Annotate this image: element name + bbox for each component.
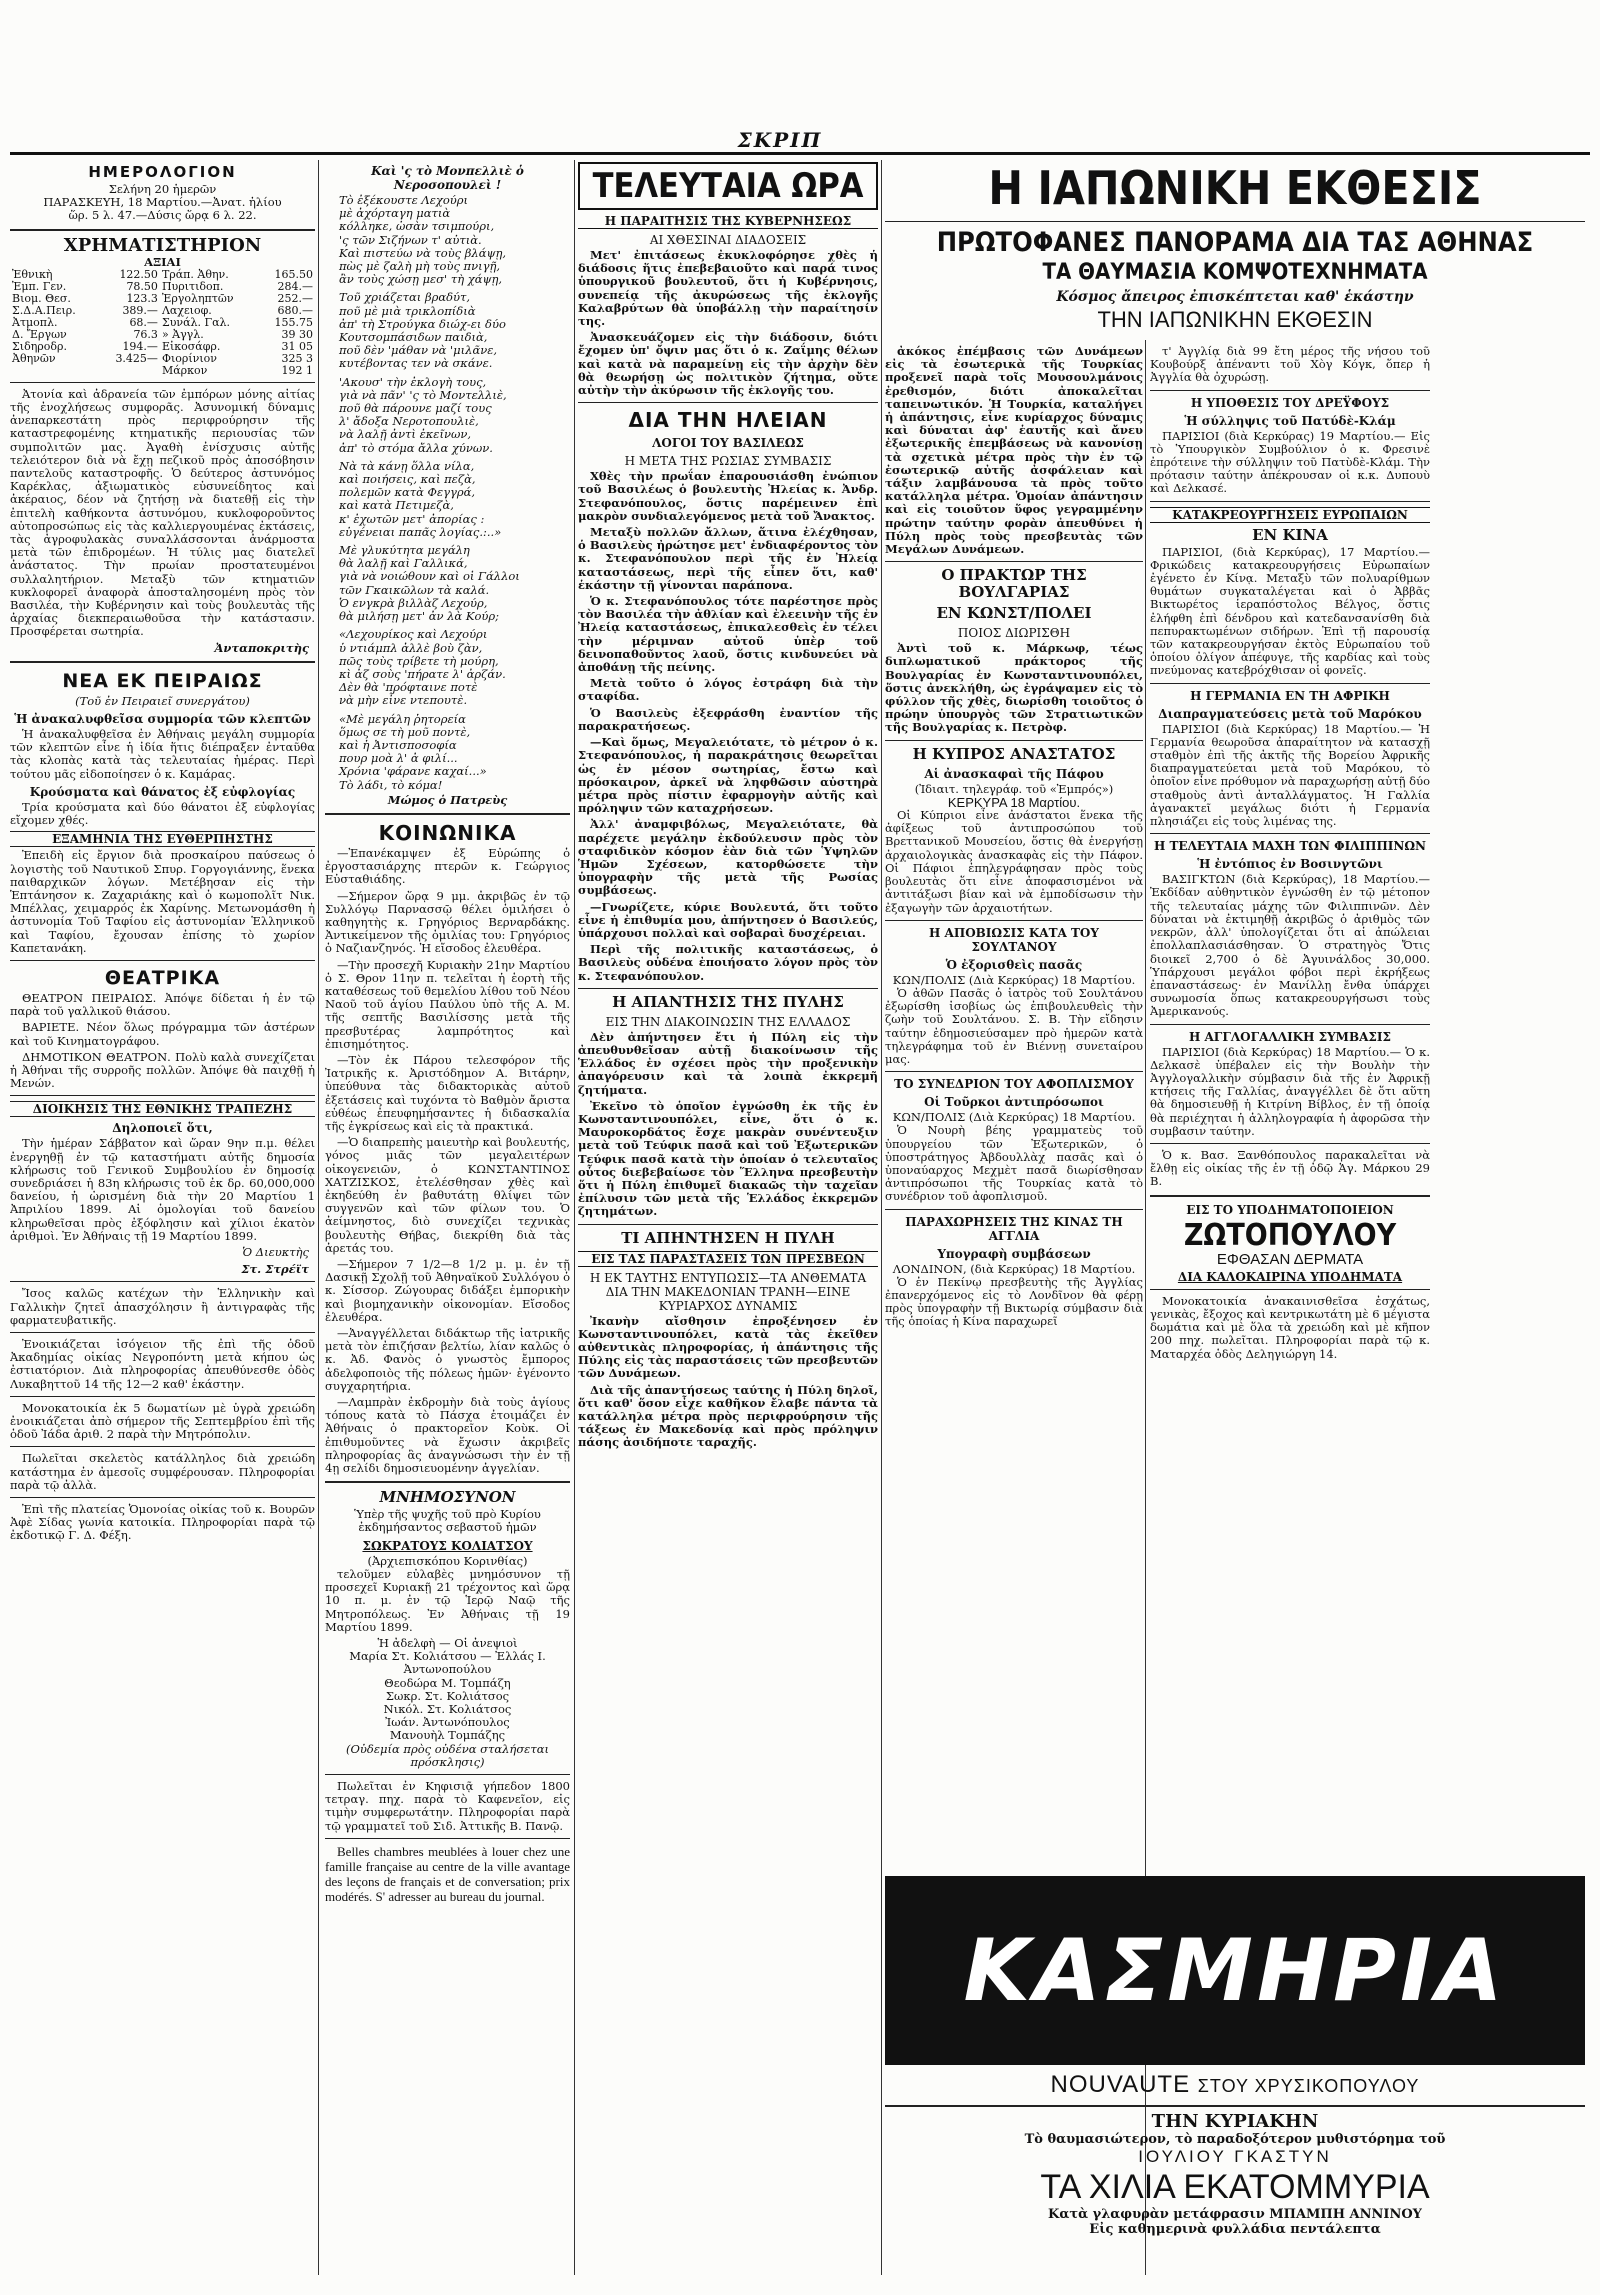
serial-text: Τὸ θαυμασιώτερον, τὸ παραδοξότερον μυθιστόρημα τοῦ (1024, 2132, 1446, 2147)
divider (10, 1095, 315, 1096)
article-paragraph: —Ἐπανέκαμψεν ἐξ Εὐρώπης ὁ ἐργοστασιάρχης πτερῶν κ. Γεώργιος Εὐσταθιάδης. (325, 845, 570, 887)
article-subheadline: Υπογραφὴ συμβάσεων (937, 1246, 1091, 1261)
article-headline: ΔΙΑ ΤΗΝ ΗΛΕΙΑΝ (628, 408, 828, 433)
classified-ad: Ἐπὶ τῆς πλατείας Ὁμονοίας οἰκίας τοῦ κ. Βουρῶν Ἀφὲ Σίδας γωνία κατοικία. Πληροφορίαι παρὰ τῷ ἐκδοτικῷ Γ. Δ. Φέξη. (10, 1502, 315, 1543)
poem-line: νὰ μὴν εἶνε ντεπουτὲ. (339, 693, 468, 708)
banner-text: ΤΗΝ ΙΑΠΩΝΙΚΗΝ ΕΚΘΕΣΙΝ (1097, 307, 1373, 332)
rate-value: 284.— (277, 279, 313, 293)
poem-line: ὅμως σε τὴ μοῦ ποντὲ, (339, 724, 471, 739)
article-headline: Η ΠΑΡΑΙΤΗΣΙΣ ΤΗΣ ΚΥΒΕΡΝΗΣΕΩΣ (578, 214, 878, 229)
poem-line: 'Ακουσ' τὴν ἐκλογὴ τους, (339, 374, 487, 389)
article-headline: Η ΑΓΓΛΟΓΑΛΛΙΚΗ ΣΥΜΒΑΣΙΣ (1188, 1029, 1391, 1044)
serial-author: ΙΟΥΛΙΟΥ ΓΚΑΣΤΥΝ (1138, 2147, 1332, 2166)
memorial-family: Ἰωάν. Ἀντωνόπουλος (385, 1715, 510, 1730)
article-subheadline: Η ΕΚ ΤΑΥΤΗΣ ΕΝΤΥΠΩΣΙΣ—ΤΑ ΑΝΘΕΜΑΤΑ ΔΙΑ ΤΗΝ ΜΑΚΕΔΟΝΙΑΝ ΤΡΑΝΗ—ΕΙΝΕ ΚΥΡΙΑΡΧΟΣ ΔΥΝΑΜΙΣ (589, 1270, 867, 1313)
article-subheadline: Ἡ ἐντόπιος ἐν Βοσινγτῶνι (1197, 857, 1383, 872)
column-3 (578, 160, 878, 2285)
poem-line: νὰ λαλῇ ἀντὶ ἐκεῖνων, (339, 427, 471, 442)
article-paragraph: Διὰ τῆς ἀπαντήσεως ταύτης ἡ Πύλη δηλοῖ, ὅτι καθ' ὅσον εἶχε καθῆκον ἔλαβε πάντα τὰ κατάλληλα μέτρα πρὸς περιφρούρησιν τῆς τάξεως ἐν Μακεδονίᾳ καὶ πρὸς πρόληψιν πάσης ἀσιδήποτε ταραχῆς. (578, 1382, 878, 1450)
poem-line: καὶ ποιήσεις, καὶ πεζὰ, (339, 472, 476, 487)
calendar-title: ΗΜΕΡΟΛΟΓΙΟΝ (88, 163, 237, 181)
signature: Ἀνταποκριτὴς (214, 640, 309, 655)
poem-line: γιὰ νὰ νοιώθουν καὶ οἱ Γάλλοι (339, 569, 520, 584)
article-paragraph: ἀκόκος ἐπέμβασις τῶν Δυνάμεων εἰς τὰ ἐσωτερικὰ τῆς Τουρκίας προξενεῖ παρὰ τοῖς Μουσουλμάνοις ἐρεθισμόν, διότι ἀποκαλεῖται ταπεινωτικόν. Ἡ Τουρκία, καταλήγει ἡ ἀπάντησις, εἶνε κυρίαρχος δύναμις καὶ δύναται ἀφ' ἑαυτῆς καὶ ἄνευ ἐξωτερικῆς ἐπεμβάσεως νὰ κανονίσῃ τὰ σχετικὰ μέτρα πρὸς τὴν ἐν τῷ ἐσωτερικῷ αὐτῆς ἀσφάλειαν καὶ τάξιν λαμβάνουσα τὰ πρὸς τοῦτο κατάλληλα μέτρα. Ὁμοίαν ἀπάντησιν καὶ εἰς τοιοῦτον ὕφος γεγραμμένην πρώτην ταύτην φορὰν ἀπευθύνει ἡ Πύλη πρὸς τοὺς πρεσβευτὰς τῶν Μεγάλων Δυνάμεων. (885, 345, 1143, 557)
kashmir-box (885, 1876, 1585, 2065)
table-row (10, 293, 315, 305)
table-row (10, 317, 315, 329)
article-subheadline: Αἱ ἀνασκαφαὶ τῆς Πάφου (924, 766, 1104, 781)
memorial-family: Ἡ ἀδελφὴ — Οἱ ἀνεψιοὶ (377, 1635, 518, 1650)
article-headline: Κρούσματα καὶ θάνατος ἐξ εὐφλογίας (29, 784, 296, 799)
poem-line: κὶ ἀζ σοὺς 'πήρατε λ' ἀρζάν. (339, 666, 506, 681)
rate-value (99, 365, 160, 377)
article-paragraph: Ἀτονία καὶ ἀδρανεία τῶν ἐμπόρων μόνης αἰτίας τῆς ἐνοχλήσεως συμφορᾶς. Ἀσυνομική δύναμις ἀνεπαρκεστάτη πρὸς περιφρούρησιν τῆς καταστρεφομένης κτηματικῆς περιουσίας τῶν συμπολιτῶν μας. Ἀγαθὴ ἐνίσχυσις αὐτῆς τελειότερον διὰ νὰ ἔχῃ πεζικοῦ πρὸς ἀποσόβησιν παντελοῦς καταστροφῆς. Ὁ δεύτερος ἀστυνόμος Καρέκλας, ἀξιωματικὸς εὐσυνείδητος καὶ ἀκέραιος, δέον νὰ ζητήσῃ νὰ διατεθῇ εἰς τὴν ἐπιτελὴ καθήκοντα ἀστυνόμου, κυκλοφοροῦντος αὐτοπροσώπως εἰς τὰς καλλιεργουμένας ἐκτάσεις, τὰς ἀγροφυλακὰς συναλλάσσονται ἀνάρμοστα μετὰ τῶν ἐπιδρομέων. Ἡ τύλις μας διατελεῖ ἀνάστατος. Τὴν πρωίαν προστατευμένοι συλλαλητήριον. Μεταξὺ τῶν κτηματιῶν κυκλοφορεῖ ἀναφορὰ ἀποσταλησομένη πρὸς τὸν Βασιλέα, τὴν Κυβέρνησιν καὶ τοὺς βουλευτὰς τῆς ἀρχαίας διεκπεραιωθοῦσα τὴν κατάστασιν. Προσφέρεται σωτηρία. (10, 386, 315, 639)
poem-line: ἂν τοὺς χώσῃ μεσ' τὴ χάψῃ, (339, 272, 503, 287)
divider (578, 988, 878, 989)
rate-label: Ἀτμοπλ. (12, 315, 58, 329)
article-paragraph: τ' Ἀγγλίᾳ διὰ 99 ἔτη μέρος τῆς νήσου τοῦ Κουβούρξ ἀπέναντι τοῦ Χὸγ Κόγκ, ὅπερ ἡ Ἀγγλία θὰ ὀχυρώσῃ. (1150, 345, 1430, 385)
rate-value: 31 05 (281, 339, 313, 353)
article-paragraph: Μετ' ἐπιτάσεως ἐκυκλοφόρησε χθὲς ἡ διάδοσις ἥτις ἐπεβεβαιοῦτο καὶ παρά τινος ὑπουργικοῦ βουλευτοῦ, ὅτι ἡ Κυβέρνησις, συνεπείᾳ τῆς ἀκυρώσεως τῆς ἐκλογῆς Καλαβρύτων θὰ ὑποβάλλῃ τὴν παραίτησίν της. (578, 248, 878, 329)
article-subheadline: ΕΙΣ ΤΗΝ ΔΙΑΚΟΙΝΩΣΙΝ ΤΗΣ ΕΛΛΑΔΟΣ (605, 1014, 851, 1029)
poem-line: ἀπ' τὸ στόμα ἄλλα χύνων. (339, 440, 493, 455)
divider (325, 1774, 570, 1775)
rate-value: 39 30 (281, 327, 313, 341)
notice-subtitle: Δηλοποιεῖ ὅτι, (112, 1121, 213, 1136)
article-headline: Ἡ ἀνακαλυφθεῖσα συμμορία τῶν κλεπτῶν (14, 712, 311, 727)
rate-label: Δ. Ἔργων (12, 327, 67, 341)
poem-line: Δὲν θὰ 'πρόφταινε ποτὲ (339, 680, 478, 695)
poem-line: ποῦ μὲ μιὰ τρικλοπίδιὰ (339, 303, 476, 318)
divider (578, 1224, 878, 1225)
exhibition-banner (885, 160, 1585, 360)
poem-line: θὰ λαλῇ καὶ Γαλλικά, (339, 556, 468, 571)
poem-line: κυτέβοντας τεν νὰ σκάνε. (339, 356, 493, 371)
divider (10, 1396, 315, 1397)
divider (325, 1481, 570, 1483)
dateline: ΚΩΝ/ΠΟΛΙΣ (Διὰ Κερκύρας) 18 Μαρτίου. (892, 972, 1136, 987)
rate-value: 3.425— (115, 351, 158, 365)
rate-label: Ἐθνικὴ (12, 267, 53, 281)
banner-text: Κόσμος ἄπειρος ἐπισκέπτεται καθ' ἑκάστην (1056, 289, 1414, 305)
divider (885, 221, 1585, 222)
table-row (10, 341, 315, 353)
rate-label: Τράπ. Ἀθην. (161, 267, 229, 281)
article-paragraph: Δὲν ἀπήντησεν ἔτι ἡ Πύλη εἰς τὴν ἀπευθυνθεῖσαν αὐτῇ διακοίνωσιν τῆς Ἑλλάδος ἐν σχέσει πρὸς τὴν προξενικὴν ἀπαγόρευσιν καὶ τὰ λοιπὰ ἐκκρεμῆ ζητήματα. (578, 1029, 878, 1097)
article-paragraph: ΒΑΣΙΓΚΤΩΝ (διὰ Κερκύρας), 18 Μαρτίου.— Ἐκδίδαν αὐθηντικὸν ἐγνώσθη ἐν τῷ μέτοπον τῆς τελευταίας μάχης τῶν Φιλιππινῶν. Δὲν δύναται νὰ ἐκτιμηθῇ ἀκριβῶς ὁ ἀριθμὸς τῶν νεκρῶν, ἀλλ' ὑπολογίζεται ὅτι αἱ ἀπώλειαι ἐπολλαπλασιάσθησαν. Ὁ στρατηγὸς Ὄτις διοικεῖ 2,700 ὁ δὲ Ἀγυινάλδος 30,000. Ὑπάρχουσι μεγάλοι φόβοι περὶ ἐκρήξεως ἐπαναστάσεως· ἐν Μανίλλῃ ἔνθα ὑπάρχει συνωμοσία ὅπως κατακρεουργήσωσι τοὺς Ἀμερικανούς. (1150, 872, 1430, 1019)
memorial-text: Ὑπὲρ τῆς ψυχῆς τοῦ πρὸ Κυρίου ἐκδημήσαντος σεβαστοῦ ἡμῶν (354, 1507, 541, 1535)
memorial-family: Σωκρ. Στ. Κολιάτσος (385, 1688, 510, 1703)
article-paragraph: Ἰκανὴν αἴσθησιν ἐπροξένησεν ἐν Κωνσταντινουπόλει, κατὰ τὰς ἐκεῖθεν αὐθεντικὰς πληροφορίας, ἡ ἀπάντησις τῆς Πύλης εἰς τὰς παραστάσεις τῶν πρεσβευτῶν τῶν Δυνάμεων. (578, 1313, 878, 1381)
dateline: ΚΕΡΚΥΡΑ 18 Μαρτίου. (947, 794, 1081, 810)
rate-label: Πυριτιδοπ. (161, 279, 224, 293)
calendar-line: ὥρ. 5 λ. 47.—Δύσις ὥρᾳ 6 λ. 22. (68, 208, 257, 223)
column-2 (325, 160, 570, 2285)
poem-line: «Λεχουρίκος καὶ Λεχούρι (339, 627, 488, 642)
table-row (10, 281, 315, 293)
poem-line: λ' ἄδοξα Νεροτοπουλιὲ, (339, 414, 479, 429)
article-paragraph: Μεταξὺ πολλῶν ἄλλων, ἅτινα ἐλέχθησαν, ὁ Βασιλεὺς ἠρώτησε μετ' ἐνδιαφέροντος τὸν κ. Στεφανόπουλον περὶ τῆς ἐν Ἠλείᾳ καταστάσεως, περὶ τῆς εἶπεν ὅτι, καθ' ἑκάστην τῇ γίνονται παράπονα. (578, 525, 878, 592)
section-subtitle: (Τοῦ ἐν Πειραιεῖ συνεργάτου) (75, 693, 250, 708)
rate-label: Μάρκον (161, 363, 208, 377)
article-paragraph: —Σήμερον 7 1/2—8 1/2 μ. μ. ἐν τῇ Δασικῇ Σχολῇ τοῦ Ἀθηναϊκοῦ Συλλόγου ὁ κ. Σίσσορ. Ζώγουρας διδάξει ἐμπορικὴν καὶ βιομηχανικὴν οἰκονομίαν. Εἴσοδος ἐλευθέρα. (325, 1257, 570, 1324)
article-paragraph: Οἱ Κύπριοι εἶνε ἀνάστατοι ἕνεκα τῆς ἀφίξεως τοῦ ἀντιπροσώπου τοῦ Βρεττανικοῦ Μουσείου, ὅστις θὰ ἐνεργήσῃ ἀρχαιολογικὰς ἀνασκαφὰς εἰς τὴν Πάφον. Οἱ Πάφιοι ἐπηλεγράφησαν πρὸς τοὺς βουλευτὰς ὅτι εἶνε ἀποφασισμένοι νὰ ἀντιτάξωσι βίαν καὶ νὰ ἐμποδίσωσιν τὴν ἐξαγωγὴν τῶν ἀρχαιοτήτων. (885, 808, 1143, 915)
article-headline: Η ΓΕΡΜΑΝΙΑ ΕΝ ΤΗ ΑΦΡΙΚΗ (1190, 688, 1390, 703)
article-paragraph: ΒΑΡΙΕΤΕ. Νέον ὅλως πρόγραμμα τῶν ἀστέρων καὶ τοῦ Κινηματογράφου. (10, 1020, 315, 1048)
article-headline: ΕΞΑΜΗΝΙΑ ΤΗΣ ΕΥΘΕΡΠΗΣΤΗΣ (10, 831, 315, 847)
section-title: ΚΟΙΝΩΝΙΚΑ (378, 820, 517, 845)
memorial-family: Θεοδώρα Μ. Τομπάζη (384, 1675, 511, 1690)
article-subheadline: Ἡ σύλληψις τοῦ Πατύδὲ-Κλάμ (1184, 413, 1396, 428)
rate-value: 155.75 (274, 315, 313, 329)
poem-title: Καὶ 'ς τὸ Μονπελλιὲ ὁ Νεροσοπουλεὶ ! (371, 164, 524, 192)
article-paragraph: ΠΑΡΙΣΙΟΙ (διὰ Κερκύρας) 18 Μαρτίου.— Ὁ κ. Δελκασὲ ὑπέβαλεν εἰς τὴν Βουλὴν τὴν Ἀγγλογαλλικὴν σύμβασιν διὰ τῆς ἐν Ἀφρικῇ κτήσεις τῆς Γαλλίας, ἀναγγέλλει δὲ ὅτι αὕτη θὰ δημοσιευθῇ ἡ Κιτρίνη Βίβλος, ἐν τῇ ὁποίᾳ θὰ περιέχηται ἡ ἀλληλογραφία ἡ ἀφορῶσα τὴν συμβασιν ταύτην. (1150, 1044, 1430, 1138)
poem-line: Καὶ πιστεύω νὰ τοὺς βλάψῃ, (339, 245, 507, 260)
article-subheadline: ΛΟΓΟΙ ΤΟΥ ΒΑΣΙΛΕΩΣ (652, 436, 804, 451)
column-5-body (1150, 345, 1430, 1361)
article-subheadline: ΕΙΣ ΤΑΣ ΠΑΡΑΣΤΑΣΕΙΣ ΤΩΝ ΠΡΕΣΒΕΩΝ (578, 1251, 878, 1267)
article-paragraph: Ἀνασκευάζομεν εἰς τὴν διάδοσιν, διότι ἔχομεν ὑπ' ὄψιν μας ὅτι ὁ κ. Ζαΐμης θέλων καὶ κατὰ νὰ παραμείνῃ εἰς τὴν ἀρχὴν δὲν θὰ θεωρήσῃ ὡς πολιτικὸν ζήτημα, οὔτε αὐτὴν τὴν ἀκύρωσιν τῆς ἐκλογῆς του. (578, 330, 878, 398)
article-headline: ΠΑΡΑΧΩΡΗΣΕΙΣ ΤΗΣ ΚΙΝΑΣ ΤΗ ΑΓΓΛΙΑ (905, 1214, 1123, 1243)
divider (1150, 1143, 1430, 1144)
divider (1150, 1289, 1430, 1290)
divider (10, 1497, 315, 1498)
divider (1150, 1024, 1430, 1025)
poem-line: Νὰ τὰ κάνῃ ὅλλα νίλα, (339, 458, 475, 473)
column-1 (10, 160, 315, 2285)
banner-subtitle: ΤΑ ΘΑΥΜΑΣΙΑ ΚΟΜΨΟΤΕΧΝΗΜΑΤΑ (1042, 260, 1428, 285)
banner-title: Η ΙΑΠΩΝΙΚΗ ΕΚΘΕΣΙΣ (988, 161, 1482, 215)
divider (1150, 683, 1430, 684)
exchange-title: ΧΡΗΜΑΤΙΣΤΗΡΙΟΝ (63, 234, 262, 256)
rate-label: » Ἀγγλ. (161, 327, 204, 341)
signature: Στ. Στρέϊτ (241, 1262, 309, 1277)
article-paragraph: —Τὸν ἐκ Πάρου τελεσφόρον τῆς Ἰατρικῆς κ. Ἀριστόδημον Α. Βιτάρην, ὑπεύθυνα τὰς διδακτορικὰς αὐτοῦ ἐξετάσεις καὶ τυχόντα τὸ Βαθμὸν ἄριστα εὐθέως ἐπευφημήσαντες ἡ διδασκαλία τῆς ἐγκρίσεως καὶ εἰς τὰ πρακτικά. (325, 1052, 570, 1133)
rate-label: Σ.Δ.Α.Πειρ. (12, 303, 76, 317)
divider (325, 813, 570, 815)
article-paragraph: —Καὶ ὅμως, Μεγαλειότατε, τὸ μέτρον ὁ κ. Στεφανόπουλος, ἡ παρακράτησις θεωρεῖται ὡς ἐν μέσον σωτηρίας, ἔστω καὶ πρόσκαιρον, ἀρκεῖ νὰ ληφθῶσιν αὐστηρὰ μέτρα πρὸς πίστιν ἐφαρμογὴν αὐτῆς καὶ πρόληψιν τῶν καταχρήσεων. (578, 735, 878, 816)
classified-ad: Ἐνοικιάζεται ἰσόγειον τῆς ἐπὶ τῆς ὁδοῦ Ἀκαδημίας οἰκίας Νεγροπόντη μετὰ κήπου ὡς ἐστιατόριον. Διὰ πληροφορίας ἀπευθύνεσθε ὁδὸς Λυκαβηττοῦ 14 τῆς 12—2 καθ' ἑκάστην. (10, 1336, 315, 1391)
article-headline: Ο ΠΡΑΚΤΩΡ ΤΗΣ ΒΟΥΛΓΑΡΙΑΣ (941, 566, 1087, 602)
article-paragraph: —Ἀναγγέλλεται διδάκτωρ τῆς ἰατρικῆς μετὰ τὸν ἐπιζήσαν βελτίω, λίαν καλῶς ὁ κ. Ἀδ. Φανὸς ὁ γνωστὸς ἔμπορος ἀδελφοποιὸς τῆς πόλεως ἡμῶν· ἐγένοντο συγχαρητήρια. (325, 1326, 570, 1393)
article-paragraph: ΠΑΡΙΣΙΟΙ (διὰ Κερκύρας) 18 Μαρτίου.— Ἡ Γερμανία θεωροῦσα ἀπαραίτητον νὰ κατασχῇ σταθμὸν ἐπὶ τῆς ἀκτῆς τῆς Βορείου Ἀφρικῆς διαπραγματεύεται μετὰ τοῦ Μαρόκου, τὸ ὁποῖον εἶνε πρόθυμον νὰ παραχωρήσῃ αὐτῇ δύο σταθμοὺς ἀντὶ ἀνταλλάγματος. Ἡ Γαλλία ἀγανακτεῖ μεγάλως διότι ἡ Γερμανία πλησιάζει εἰς τοὺς λιμένας της. (1150, 721, 1430, 829)
divider (885, 1071, 1143, 1072)
rate-label: Συνάλ. Γαλ. (161, 315, 231, 329)
divider (10, 382, 315, 383)
rate-value: 194.— (122, 339, 158, 353)
divider (10, 229, 315, 231)
divider (885, 1209, 1143, 1210)
poem-line: ποῦ δὲν 'μάθαν νὰ 'μιλᾶνε, (339, 343, 498, 358)
rate-label: Βιομ. Θεσ. (12, 291, 71, 305)
article-paragraph: Ἐπειδὴ εἰς ἔργιον διὰ προσκαίρου παύσεως ὁ λογιστὴς τοῦ Ναυτικοῦ Σπυρ. Γοργογιάννης, ἕνεκα παιθαρχικῶν λόγων. Μετέβησαν εἰς τὴν Ἑπτάνησον κ. Ζαχαριάκης καὶ ὁ κωμοπολῖτ Νικ. Μπέλλας, χειμαρρός ἐκ Χαρίνης. Μετωνομάσθη ἡ ἀστυνομία Τοῦ Ταφίου εἰς ἀστυνομίαν Ἑλληνικοῦ καὶ Ταφίου, ἔχουσαν ἐπίσης τὸ χωρίον Καπετανάκη. (10, 848, 315, 955)
kashmir-ad (885, 1870, 1585, 2285)
masthead: ΣΚΡΙΠ (737, 128, 823, 152)
article-headline: Η ΑΠΑΝΤΗΣΙΣ ΤΗΣ ΠΥΛΗΣ (612, 992, 844, 1011)
classified-ad: Ὁ κ. Βασ. Ξανθόπουλος παρακαλεῖται νὰ ἔλθῃ εἰς οἰκίας τῆς ἐν τῇ ὁδῷ Ἁγ. Μάρκου 29 Β. (1150, 1147, 1430, 1189)
calendar-line: ΠΑΡΑΣΚΕΥΗ, 18 Μαρτίου.—Ἀνατ. ἡλίου (43, 195, 282, 210)
ad-subtitle-greek: ΣΤΟΥ ΧΡΥΣΙΚΟΠΟΥΛΟΥ (1197, 2076, 1420, 2096)
rate-value: 680.— (277, 303, 313, 317)
divider (325, 1838, 570, 1839)
rate-value: 68.— (129, 315, 158, 329)
article-paragraph: Ὁ ἀθῶν Πασᾶς ὁ ἰατρὸς τοῦ Σουλτάνου ἐξωρίσθη ἰσοβίως ὡς ἐπιβουλευθεὶς τὴν ζωὴν τοῦ Σουλτάνου. Σ. Β. Τὴν εἴδησιν ταύτην ἐδημοσιεύσαμεν πρὸ ἡμερῶν κατὰ τηλεγράφημα τοῦ ἐν Βιέννῃ συνεταίρου μας. (885, 985, 1143, 1066)
poem-line: Τὸ ἐξέκουστε Λεχούρι (339, 193, 469, 207)
table-row (10, 305, 315, 317)
article-subheadline: Διαπραγματεύσεις μετὰ τοῦ Μαρόκου (1158, 706, 1422, 721)
article-paragraph: Ὁ κ. Στεφανόπουλος τότε παρέστησε πρὸς τὸν Βασιλέα τὴν ἀθλίαν καὶ ἐλεεινὴν τῆς ἐν Ἠλείᾳ καταστάσεως, ἐπικαλεσθεὶς ἐν τέλει τὴν μέριμναν αὐτοῦ ὑπὲρ τοῦ δεινοπαθοῦντος λαοῦ, ὅστις κινδυνεύει νὰ ἀποθάνῃ τῆς πείνης. (578, 594, 878, 675)
article-paragraph: ΠΑΡΙΣΙΟΙ, (διὰ Κερκύρας), 17 Μαρτίου.— Φρικώδεις κατακρεουργήσεις Εὐρωπαίων ἐγένετο ἐν Κίνᾳ. Μεταξὺ τῶν πολυαρίθμων θυμάτων συγκαταλέγεται καὶ ὁ Ἀββᾶς Βικτωρέτος ἱεραπόστολος Βέλγος, ὅστις ἐλήφθη ἐπὶ δένδρου καὶ κατεδανσανίσθη διὰ πεπυρακτωμένων σιδήρων. Ἐπὶ τῇ παρουσίᾳ τῶν κατακρεουργήσαν ἐκτὸς Εὐρωπαίου τοῦ ὁποίου ὀλίγον ἀπέφυγε, τῆς καρδίας καὶ τοὺς πνεύμονας κατεβρόχθισαν οἱ φονεῖς. (1150, 544, 1430, 678)
poem-line: Ὁ ενγκρὰ βιλλὰζ Λεχούρ, (339, 595, 488, 610)
column-divider (318, 160, 319, 2275)
poem-line: ἀπ' τὴ Στρούγκα διώχ-ει δύο (339, 316, 506, 331)
article-paragraph: —Τὴν προσεχῆ Κυριακὴν 21ην Μαρτίου ὁ Σ. Θρον 11ην π. τελεῖται ἡ ἑορτὴ τῆς καταθέσεως τοῦ θεμελίου λίθου τοῦ Νέου Ναοῦ τοῦ ἁγίου Παύλου ὑπὸ τῆς Α. Μ. τῆς σεπτῆς Βασιλίσσης μετὰ τῆς πρεσβυτέρας λαμπρότητος καὶ ἐπισημότητος. (325, 957, 570, 1051)
divider (578, 402, 878, 403)
poem-line: κόλληκε, ὡσὰν τσιμπούρι, (339, 219, 495, 234)
article-subheadline: Οἱ Τοῦρκοι ἀντιπρόσωποι (924, 1095, 1104, 1110)
poem-line: ποῦ θὰ πάρουνε μαζί τους (339, 401, 492, 416)
poem-line: Κουτσομπάσιδων παιδιὰ, (339, 330, 488, 345)
rate-value: 192 1 (281, 363, 313, 377)
column-divider (881, 160, 882, 2275)
poem-line: Τοῦ χριάζεται βραδύτ, (339, 290, 471, 305)
rate-value: 123.3 (126, 291, 158, 305)
ad-text: ΕΦΘΑΣΑΝ ΔΕΡΜΑΤΑ (1216, 1250, 1364, 1268)
poem-line: ὑ ντιάμπλ ἀλλὲ βοὺ ζὰν, (339, 640, 483, 655)
divider (1150, 501, 1430, 502)
article-paragraph: —Γνωρίζετε, κύριε Βουλευτά, ὅτι τοῦτο εἶνε ἡ ἐπιθυμία μου, ἀπήντησεν ὁ Βασιλεύς, ὑπάρχουσι πολλαὶ καὶ σοβαραὶ δυσχέρειαι. (578, 899, 878, 940)
table-row (10, 353, 315, 365)
article-paragraph: Μετὰ τοῦτο ὁ λόγος ἐστράφη διὰ τὴν σταφίδα. (578, 676, 878, 704)
rate-value: 165.50 (274, 267, 313, 281)
poem (325, 194, 570, 792)
divider (885, 561, 1143, 562)
memorial-subtitle: (Ἀρχιεπισκόπου Κορινθίας) (367, 1553, 528, 1568)
article-subheadline: ΠΟΙΟΣ ΔΙΩΡΙΣΘΗ (957, 626, 1071, 641)
memorial-family: Μαρία Στ. Κολιάτσου — Ἐλλάς Ι. Ἀντωνοπούλου (349, 1649, 546, 1677)
article-paragraph: —Ὁ διαπρεπὴς μαιευτὴρ καὶ βουλευτής, γόνος μιᾶς τῶν μεγαλειτέρων οἰκογενειῶν, ὁ ΚΩΝΣΤΑΝΤΙΝΟΣ ΧΑΤΖΙΣΚΟΣ, ἐτελέσθησαν χθὲς καὶ ἐκηδεύθη ἐν βαθυτάτῃ θλίψει τῶν συγγενῶν καὶ τῶν φίλων του. Ὁ ἀείμνηστος, διὸ συνεχίζει τεχνικὰς βουλευτὴς Θήβας, διεκρίθη διὰ τὰς ἀρετάς του. (325, 1135, 570, 1255)
serial-text: Κατὰ γλαφυρὰν μετάφρασιν ΜΠΑΜΠΗ ΑΝΝΙΝΟΥ (1048, 2207, 1422, 2222)
article-paragraph: Ὁ ἐν Πεκίνῳ πρεσβευτὴς τῆς Ἀγγλίας ἐπανερχόμενος εἰς τὸ Λονδῖνον θὰ φέρῃ πρὸς ὑπογραφὴν τῇ Βικτωρίᾳ σύμβασιν διὰ τῆς ὁποίας ἡ Κίνα παραχωρεῖ (885, 1274, 1143, 1329)
divider (10, 1281, 315, 1282)
article-subheadline: Η ΜΕΤΑ ΤΗΣ ΡΩΣΙΑΣ ΣΥΜΒΑΣΙΣ (624, 454, 832, 469)
poem-signature: Μώμος ὁ Πατρεὺς (387, 792, 508, 807)
ad-headline: ΕΙΣ ΤΟ ΥΠΟΔΗΜΑΤΟΠΟΙΕΙΟΝ (1186, 1202, 1394, 1217)
section-title: ΝΕΑ ΕΚ ΠΕΙΡΑΙΩΣ (62, 669, 263, 692)
rate-label (10, 365, 99, 377)
kashmir-title: ΚΑΣΜΗΡΙΑ (887, 1878, 1583, 2063)
poem-line: 'ς τῶν Σιζήνων τ' αὐτιὰ. (339, 232, 482, 247)
column-divider (574, 160, 575, 2275)
poem-line: πὼς μὲ ζαλὴ μὴ τοὺς πνιγῇ, (339, 259, 501, 274)
poem-line: Τὸ λάδι, τὸ κόμα! (339, 777, 443, 792)
article-subheadline: ΑΙ ΧΘΕΣΙΝΑΙ ΔΙΑΔΟΣΕΙΣ (649, 233, 807, 247)
classified-ad: Ἴσος καλῶς κατέχων τὴν Ἑλληνικὴν καὶ Γαλλικὴν ζητεῖ ἀπασχόλησιν ἢ ἀντιγραφὰς τῆς φαρματευβατικῆς. (10, 1286, 315, 1327)
article-headline: ΤΙ ΑΠΗΝΤΗΣΕΝ Η ΠΥΛΗ (621, 1228, 835, 1247)
exchange-subtitle: ΑΞΙΑΙ (144, 254, 181, 269)
divider (10, 661, 315, 663)
article-paragraph: ΔΗΜΟΤΙΚΟΝ ΘΕΑΤΡΟΝ. Πολὺ καλὰ συνεχίζεται ἡ Ἀθήναι τῆς συρροῆς πολλῶν. Ἀπόψε θὰ παιχθῇ ἡ Μενών. (10, 1049, 315, 1091)
article-paragraph: —Σήμερον ὥρᾳ 9 μμ. ἀκριβῶς ἐν τῷ Συλλόγῳ Παρνασσῷ θέλει ὁμιλήσει ὁ καθηγητὴς κ. Γρηγόριος Βερναρδάκης. Ἀντικείμενον τῆς ὁμιλίας του: Γρηγόριος ὁ Ναζιανζηνός. Ἡ εἴσοδος ἐλευθέρα. (325, 888, 570, 956)
rate-label: Ἐργοληπτῶν (161, 291, 234, 305)
divider (10, 1332, 315, 1333)
divider (1150, 390, 1430, 391)
poem-line: «Μὲ μεγάλη ῥητορεία (339, 711, 466, 726)
notice-headline: ΔΙΟΙΚΗΣΙΣ ΤΗΣ ΕΘΝΙΚΗΣ ΤΡΑΠΕΖΗΣ (10, 1101, 315, 1117)
section-title: ΘΕΑΤΡΙΚΑ (104, 966, 221, 989)
dateline: ΚΩΝ/ΠΟΛΙΣ (Διὰ Κερκύρας) 18 Μαρτίου. (892, 1110, 1136, 1125)
poem-line: γιὰ νὰ πᾶν' 'ς τὸ Μοντελλιὲ, (339, 387, 507, 402)
rate-value: 76.3 (133, 327, 158, 341)
section-title: ΤΕΛΕΥΤΑΙΑ ΩΡΑ (578, 162, 878, 210)
poem-line: πῶς τοὺς τρίβετε τὴ μούρη, (339, 653, 499, 668)
article-paragraph: ΘΕΑΤΡΟΝ ΠΕΙΡΑΙΩΣ. Ἀπόψε δίδεται ἡ ἐν τῷ παρὰ τοῦ γαλλικοῦ θιάσου. (10, 990, 315, 1019)
article-paragraph: Ὁ Βασιλεὺς ἐξεφράσθη ἐναντίον τῆς παρακρατήσεως. (578, 705, 878, 733)
rate-label: Φιορίνιον (161, 351, 217, 365)
poem-line: Μὲ γλυκύτητα μεγάλη (339, 543, 470, 558)
article-paragraph: Ἐκεῖνο τὸ ὁποῖον ἐγνώσθη ἐκ τῆς ἐν Κωνσταντινουπόλει, εἶνε, ὅτι ὁ κ. Μαυροκορδάτος ἔσχε μακρὰν συνέντευξιν μετὰ τοῦ Τεύφικ πασᾶ καὶ τοῦ Ἐξωτερικῶν Τεύφικ πασᾶ κατὰ τὴν ὁποίαν ὁ τελευταῖος οὗτος διεβεβαίωσε τὸν Ἕλληνα πρεσβευτὴν ὅτι ἡ Πύλη ἐπιθυμεῖ διακαῶς τὴν ταχεῖαν ἐπίλυσιν τῶν μετὰ τῆς Ἑλλάδος ἐκκρεμῶν ζητημάτων. (578, 1098, 878, 1219)
ad-subtitle-latin: NOUVAUTE (1050, 2071, 1191, 2098)
classified-ad: Πωλεῖται σκελετὸς κατάλληλος διὰ χρειώδη κατάστημα ἐν ἀμεσοῖς συμφέρουσαν. Πληροφορίαι παρὰ τῷ ἀλλὰ. (10, 1451, 315, 1492)
poem-line: μὲ ἀχόρταγη ματιὰ (339, 206, 451, 221)
poem-line: τῶν Γκαικῶλων τὰ καλά. (339, 582, 490, 597)
divider (885, 920, 1143, 921)
serial-headline: ΤΗΝ ΚΥΡΙΑΚΗΝ (1151, 2111, 1319, 2132)
rate-value: 78.50 (126, 279, 158, 293)
top-rule (10, 152, 1590, 155)
memorial-family: Μανουὴλ Τομπάζης (389, 1728, 506, 1743)
article-headline: Η ΥΠΟΘΕΣΙΣ ΤΟΥ ΔΡΕΫΦΟΥΣ (1190, 395, 1390, 410)
banner-subtitle: ΠΡΩΤΟΦΑΝΕΣ ΠΑΝΟΡΑΜΑ ΔΙΑ ΤΑΣ ΑΘΗΝΑΣ (936, 227, 1534, 258)
article-paragraph: Χθὲς τὴν πρωΐαν ἐπαρουσιάσθη ἐνώπιον τοῦ Βασιλέως ὁ βουλευτὴς Ἠλείας κ. Ἀνδρ. Στεφανόπουλος, ὅστις παρέμεινεν ἐπὶ μακρὸν συνδιαλεγόμενος μετὰ τοῦ Ἄνακτος. (578, 469, 878, 523)
article-headline: Η ΑΠΟΒΙΩΣΙΣ ΚΑΤΑ ΤΟΥ ΣΟΥΛΤΑΝΟΥ (929, 925, 1099, 954)
poem-line: πουρ μοὰ λ' ἀ φιλί... (339, 751, 458, 766)
table-row (10, 329, 315, 341)
memorial-name: ΣΩΚΡΑΤΟΥΣ ΚΟΛΙΑΤΣΟΥ (362, 1538, 533, 1553)
article-paragraph: Ἀντὶ τοῦ κ. Μάρκωφ, τέως διπλωματικοῦ πράκτορος τῆς Βουλγαρίας ἐν Κωνσταντινουπόλει, ὅστις ἀνεκλήθη, ὡς ἐγράψαμεν εἰς τὸ φύλλον τῆς χθὲς, διωρίσθη τοιοῦτος ὁ πρώην ὑπουργὸς τῶν Στρατιωτικῶν τῆς Βουλγαρίας κ. Πετρὸφ. (885, 641, 1143, 735)
classified-ad: Πωλεῖται ἐν Κηφισιᾷ γήπεδον 1800 τετραγ. πηχ. παρὰ τὸ Καφενεῖον, εἰς τιμὴν συμφερωτάτην. Πληροφορίαι παρὰ τῷ γραμματεῖ τοῦ Σιδ. Ἀττικῆς Β. Πανῷ. (325, 1778, 570, 1833)
signature-title: Ὁ Διευκτὴς (242, 1244, 309, 1259)
memorial-note: (Οὐδεμία πρὸς οὐδένα σταλήσεται πρόσκλησις) (346, 1741, 549, 1769)
rate-value: 122.50 (119, 267, 158, 281)
poem-line: καὶ ἡ Ἀντισποσοφία (339, 737, 457, 752)
rate-label: Ἐμπ. Γεν. (12, 279, 67, 293)
article-headline: Η ΚΥΠΡΟΣ ΑΝΑΣΤΑΤΟΣ (912, 744, 1116, 763)
article-subheadline: Ὁ ἐξορισθεὶς πασᾶς (945, 957, 1083, 972)
article-paragraph: Περὶ τῆς πολιτικῆς καταστάσεως, ὁ Βασιλεὺς οὐδένα ἐποιήσατο λόγον πρὸς τὸν κ. Στεφανόπουλον. (578, 942, 878, 983)
article-headline: Η ΤΕΛΕΥΤΑΙΑ ΜΑΧΗ ΤΩΝ ΦΙΛΙΠΠΙΝΩΝ (1153, 839, 1427, 854)
divider (10, 960, 315, 961)
article-paragraph: ΠΑΡΙΣΙΟΙ (διὰ Κερκύρας) 19 Μαρτίου.— Εἰς τὸ Ὑπουργικὸν Συμβούλιον ὁ κ. Φρεσινὲ ἐπρότεινε τὴν σύλληψιν τοῦ Πατὺδὲ-Κλάμ. Τὴν πρότασιν ταύτην ἀπέκρουσαν οἱ κ.κ. Δυπουὺ καὶ Δελκασέ. (1150, 428, 1430, 496)
classified-ad: Μονοκατοικία ἐκ 5 δωματίων μὲ ὑγρὰ χρειώδη ἐνοικιάζεται ἀπὸ σήμερον τῆς Σεπτεμβρίου ἐπὶ τῆς ὁδοῦ Ἰάδα ἀριθ. 2 παρὰ τὴν Μητρόπολιν. (10, 1400, 315, 1442)
divider (885, 2105, 1585, 2107)
memorial-title: ΜΝΗΜΟΣΥΝΟΝ (379, 1488, 516, 1507)
memorial-family: Νικόλ. Στ. Κολιάτσος (383, 1701, 512, 1716)
divider (1150, 833, 1430, 834)
poem-line: θὰ μιλήσῃ μετ' ἀν λὰ Κούρ; (339, 609, 499, 624)
serial-title: ΤΑ ΧΙΛΙΑ ΕΚΑΤΟΜΜΥΡΙΑ (1040, 2168, 1430, 2206)
ad-subtitle (885, 2071, 1585, 2099)
article-paragraph: —Λαμπρὰν ἐκδρομὴν διὰ τοὺς ἁγίους τόπους κατὰ τὸ Πάσχα ἐτοιμάζει ἐν Ἀθήναις ὁ πρακτορεῖον Κοὺκ. Οἱ ἐπιθυμοῦντες νὰ ἔχωσιν ἀκριβεῖς πληροφορίας ἃς ἀναγνώσωσι τὴν ἐν τῇ 4ῃ σελίδι δημοσιευομένην ἀγγελίαν. (325, 1395, 570, 1476)
rate-value: 252.— (277, 291, 313, 305)
classified-ad: Μονοκατοικία ἀνακαινισθεῖσα ἐσχάτως, γενικὰς, ἔξοχος καὶ κεντρικωτάτη μὲ 6 μέγιστα δωμάτια καὶ μὲ ὅλα τὰ χρειώδη καὶ μὲ κῆπον 200 πηχ. πωλεῖται. Πληροφορίαι παρὰ τῷ κ. Ματαρχέα ὁδὸς Δεληγιώργη 14. (1150, 1293, 1431, 1361)
article-headline: ΚΑΤΑΚΡΕΟΥΡΓΗΣΕΙΣ ΕΥΡΩΠΑΙΩΝ (1150, 507, 1430, 523)
poem-line: πολεμῶν κατὰ Φεγγρά, (339, 485, 476, 500)
rate-value: 389.— (122, 303, 158, 317)
rate-label: Λαχειοφ. (161, 303, 212, 317)
poem-line: εὐγένειαι παπᾶς λογίας.:..» (339, 524, 502, 539)
memorial-text: τελοῦμεν εὐλαβὲς μνημόσυνον τῇ προσεχεῖ Κυριακῇ 21 τρέχοντος καὶ ὥρᾳ 10 π. μ. ἐν τῷ Ἱερῷ Ναῷ τῆς Μητροπόλεως. Ἐν Ἀθήναις τῇ 19 Μαρτίου 1899. (325, 1566, 570, 1634)
rate-label: Εἰκοσάφρ. (161, 339, 221, 353)
divider (10, 1446, 315, 1447)
article-paragraph: Ἡ ἀνακαλυφθεῖσα ἐν Ἀθήναις μεγάλη συμμορία τῶν κλεπτῶν εἶνε ἡ ἰδία ἥτις διέπραξεν ἐνταῦθα τὰς κλοπὰς κατὰ τὰς τελευταίας ἡμέρας. Περὶ τούτου μᾶς εἰδοποίησεν ὁ κ. Καμάρας. (10, 727, 315, 781)
notice-paragraph: Τὴν ἡμέραν Σάββατον καὶ ὥραν 9ην π.μ. θέλει ἐνεργηθῇ ἐν τῷ καταστήματι αὐτῆς δημοσία κλήρωσις τοῦ Γενικοῦ Συμβουλίου ἐν δημοσίᾳ συνεδριάσει ἡ 83η κλήρωσις τοῦ ἐκ δρ. 60,000,000 δανείου, ἡ ὡρισμένη διὰ τὴν 20 Μαρτίου 1 Ἀπριλίου 1899. Αἱ ὁμολογίαι τοῦ δανείου κληρωθεῖσαι πρὸς ἐξόφλησιν καὶ χίλιοι ἑκατὸν ἀριθμοὶ. Ἐν Ἀθήναις τῇ 19 Μαρτίου 1899. (10, 1136, 315, 1243)
article-subheadline: (Ἰδιαιτ. τηλεγράφ. τοῦ «Ἐμπρός») (914, 781, 1114, 796)
rates-table (10, 269, 315, 377)
calendar-line: Σελήνη 20 ἡμερῶν (108, 182, 217, 196)
article-paragraph: Ἀλλ' ἀναμφιβόλως, Μεγαλειότατε, θὰ παρέχετε μεγάλην ἐκδούλευσιν πρὸς τὸν σταφιδικὸν κόσμον ἐὰν διὰ τῶν Ὑψηλῶν Ἡμῶν Σχέσεων, κατορθώσετε τὴν ὑπογραφὴν τῆς μετὰ τῆς Ρωσίας συμβάσεως. (578, 817, 878, 898)
rate-label: Ἀθηνῶν (12, 351, 56, 365)
french-ad: Belles chambres meublées à louer chez une famille française au centre de la ville avantage des leçons de français et de conversation; prix modérés. S' adresser au bureau du journal. (325, 1843, 570, 1904)
divider (1150, 1195, 1430, 1197)
ad-text: ΔΙΑ ΚΑΛΟΚΑΙΡΙΝΑ ΥΠΟΔΗΜΑΤΑ (1177, 1269, 1403, 1284)
ad-brand: ΖΩΤΟΠΟΥΛΟΥ (1183, 1217, 1397, 1253)
serial-text: Εἰς καθημερινὰ φυλλάδια πεντάλεπτα (1089, 2222, 1381, 2237)
article-paragraph: Τρία κρούσματα καὶ δύο θάνατοι ἐξ εὐφλογίας εἴχομεν χθές. (10, 799, 315, 828)
table-row (10, 269, 315, 281)
article-headline: ΕΝ ΚΩΝΣΤ/ΠΟΛΕΙ (936, 604, 1092, 623)
rate-value: 325 3 (281, 351, 313, 365)
poem-line: κ' ἐχωτῶν μετ' ἀπορίας : (339, 511, 485, 526)
poem-line: Χρόνια 'φάρανε καχαί...» (339, 764, 487, 779)
poem-line: καὶ κατὰ Πετιμεζὰ, (339, 498, 454, 513)
article-headline: ΤΟ ΣΥΝΕΔΡΙΟΝ ΤΟΥ ΑΦΟΠΛΙΣΜΟΥ (894, 1077, 1134, 1092)
table-row (10, 365, 315, 377)
rate-label: Σιδηροδρ. (12, 339, 67, 353)
divider (885, 740, 1143, 741)
dateline: ΛΟΝΔΙΝΟΝ, (διὰ Κερκύρας) 18 Μαρτίου. (892, 1261, 1136, 1276)
article-paragraph: Ὁ Νουρὴ βέης γραμματεὺς τοῦ ὑπουργείου τῶν Ἐξωτερικῶν, ὁ ὑποστράτηγος Ἀβδουλλὰχ πασᾶς καὶ ὁ ὑποναύαρχος Μεχμὲτ πασᾶ διωρίσθησαν ἀντιπρόσωποι τῆς Τουρκίας κατὰ τὸ συνέδριον τοῦ ἀφοπλισμοῦ. (885, 1123, 1143, 1204)
article-headline: ΕΝ ΚΙΝΑ (1252, 525, 1328, 544)
